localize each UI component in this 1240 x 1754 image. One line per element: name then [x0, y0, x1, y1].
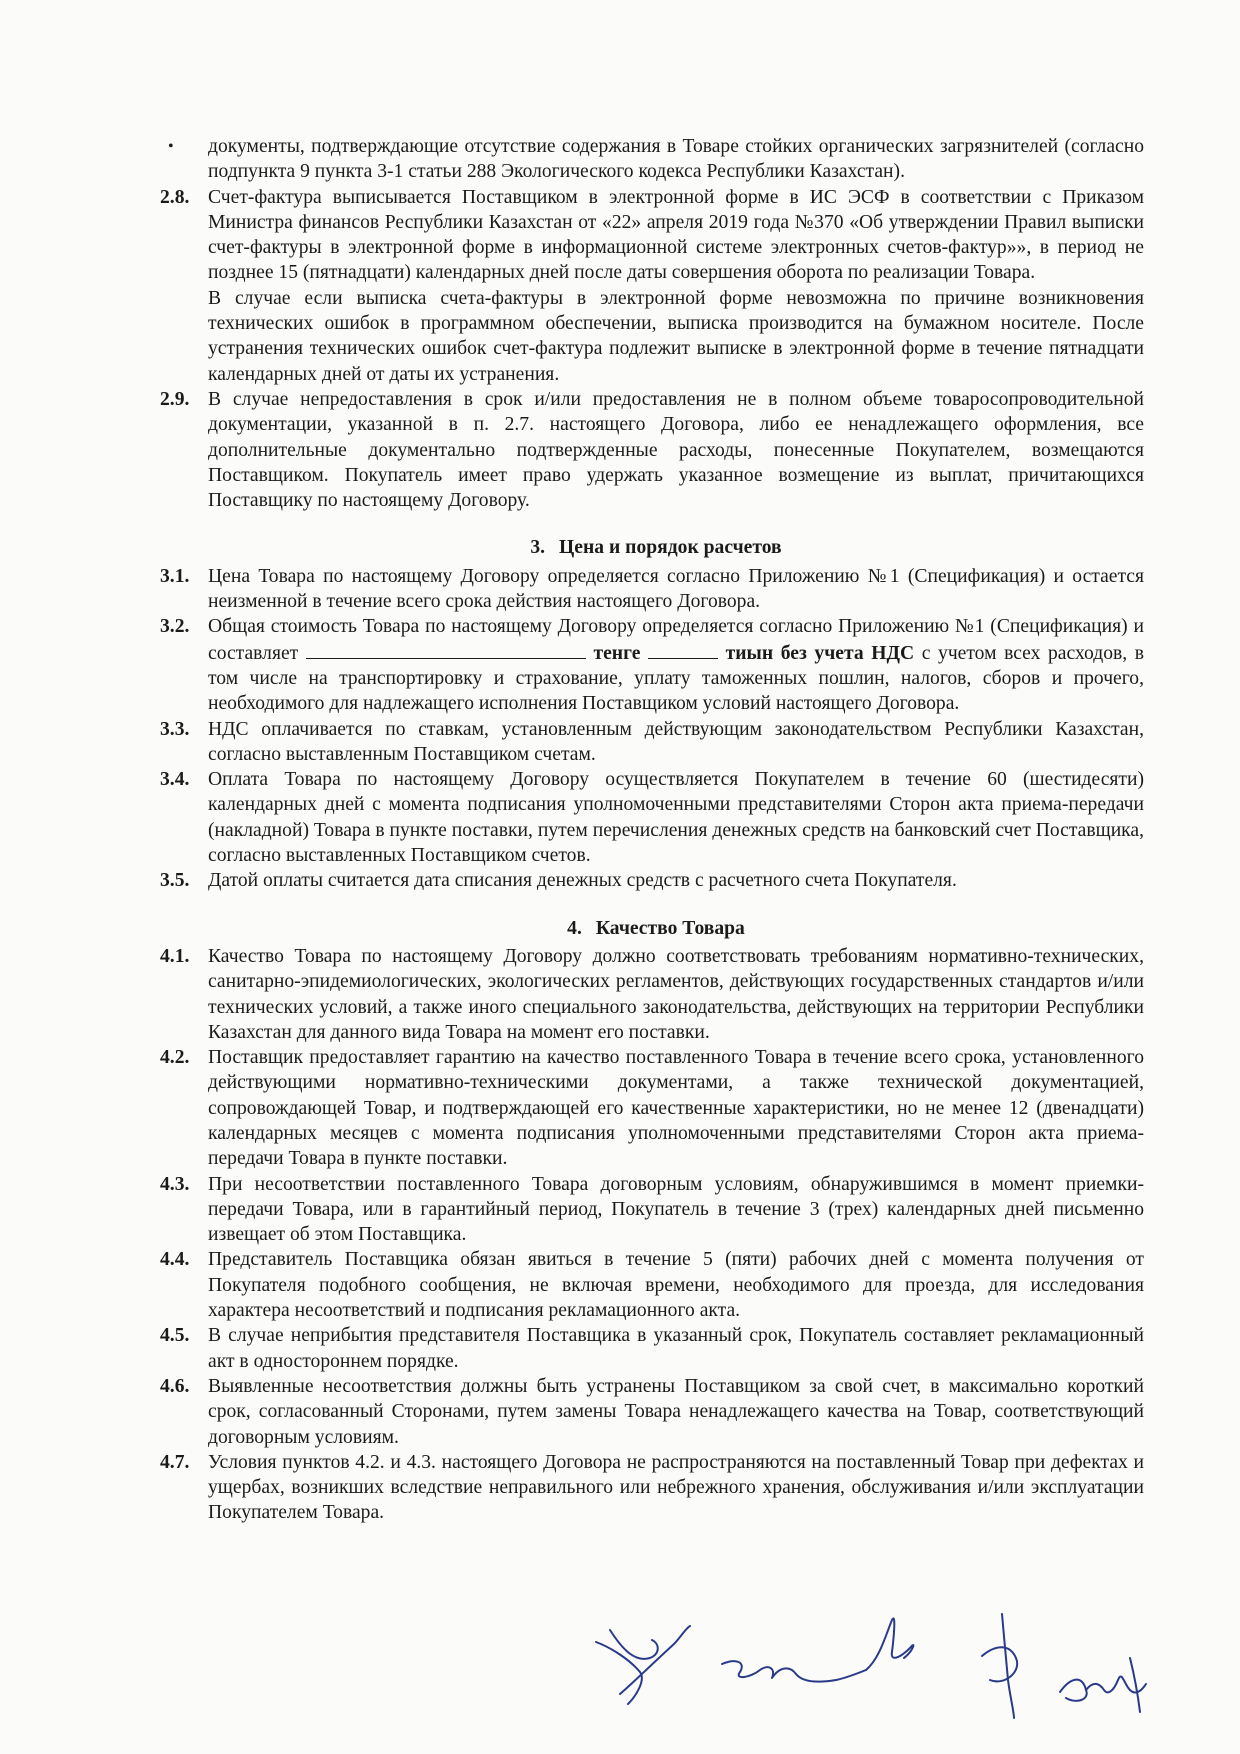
bullet-list-item [168, 134, 1144, 185]
clause-number: 3.2. [160, 616, 190, 638]
clause-3-5 [160, 868, 1144, 893]
clause-number: 3.4. [160, 769, 190, 791]
bullet-text: документы, подтверждающие отсутствие содержания в Товаре стойких органических загрязнителей (согласно подпункта 9 пункта 3-1 статьи 288 Экологического кодекса Республики Казахстан). [208, 136, 1144, 183]
clause-4-6 [160, 1374, 1144, 1450]
clause-number: 4.3. [160, 1173, 190, 1195]
signature-1 [596, 1626, 690, 1704]
clause-4-7 [160, 1450, 1144, 1526]
section-3-heading [168, 535, 1144, 560]
clause-number: 4.2. [160, 1047, 190, 1069]
clause-text: Датой оплаты считается дата списания денежных средств с расчетного счета Покупателя. [208, 870, 957, 892]
clause-4-1 [160, 944, 1144, 1045]
section-number: 4. [567, 917, 582, 939]
clause-3-1 [160, 564, 1144, 615]
clause-4-3 [160, 1172, 1144, 1248]
clause-2-8 [160, 185, 1144, 286]
clause-number: 4.7. [160, 1451, 190, 1473]
clause-number: 3.3. [160, 718, 190, 740]
clause-text: Оплата Товара по настоящему Договору осуществляется Покупателем в течение 60 (шестидесяти) календарных дней с момента подписания уполномоченными представителями Сторон акта приема-передачи (накладной) Товара в пункте поставки, путем перечисления денежных средств на банковский счет Поставщика, согласно выставленных Поставщиком счетов. [208, 769, 1144, 867]
clause-text: Качество Товара по настоящему Договору должно соответствовать требованиям нормативно-технических, санитарно-эпидемиологических, экологических регламентов, действующих государственных стандартов и/или технических условий, а также иного специального законодательства, действующих на территории Республики Казахстан для данного вида Товара на момент его поставки. [208, 945, 1144, 1043]
section-4-heading [168, 916, 1144, 941]
clause-text: с учетом всех расходов, в том числе на транспортировку и страхование, уплату таможенных пошлин, налогов, сборов и прочего, необходимого для надлежащего исполнения Поставщиком условий настоящего Договора. [208, 642, 1144, 715]
clause-text: Цена Товара по настоящему Договору определяется согласно Приложению №1 (Спецификация) и остается неизменной в течение всего срока действия настоящего Договора. [208, 565, 1144, 613]
clause-text: При несоответствии поставленного Товара договорным условиям, обнаружившимся в момент приемки-передачи Товара, или в гарантийный период, Покупатель в течение 3 (трех) календарных дней письменно извещает об этом Поставщика. [208, 1173, 1144, 1246]
section-title: Цена и порядок расчетов [559, 537, 782, 559]
signature-2 [722, 1618, 913, 1681]
clause-text: НДС оплачивается по ставкам, установленным действующим законодательством Республики Казахстан, согласно выставленным Поставщиком счетам. [208, 718, 1144, 765]
clause-text: В случае неприбытия представителя Поставщика в указанный срок, Покупатель составляет рекламационный акт в одностороннем порядке. [208, 1325, 1144, 1372]
section-number: 3. [530, 537, 546, 559]
clause-text: Представитель Поставщика обязан явиться в течение 5 (пяти) рабочих дней с момента получения от Покупателя подобного сообщения, не включая времени, необходимого для проезда, для исследования характера несоответствий и подписания рекламационного акта. [208, 1249, 1144, 1322]
bullet-marker: • [168, 138, 174, 155]
signatures-area [590, 1600, 1170, 1720]
clause-3-2 [160, 614, 1144, 716]
signature-3 [982, 1614, 1017, 1718]
clause-text: Выявленные несоответствия должны быть устранены Поставщиком за свой счет, в максимально короткий срок, согласованный Сторонами, путем замены Товара ненадлежащего качества на Товар, соответствующий договорным условиям. [208, 1375, 1144, 1448]
clause-number: 4.5. [160, 1325, 190, 1347]
clause-text: Поставщик предоставляет гарантию на качество поставленного Товара в течение всего срока, установленного действующими нормативно-техническими документами, а также технической документацией, сопровождающей Товар, и подтверждающей его качественные характеристики, но не менее 12 (двенадцати) календарных месяцев с момента подписания уполномоченными представителями Сторон акта приема-передачи Товара в пункте поставки. [208, 1047, 1144, 1170]
clause-2-8-continuation [168, 286, 1144, 387]
tiyn-label: тиын без учета НДС [725, 642, 915, 664]
clause-number: 3.5. [160, 870, 190, 892]
amount-blank-field[interactable] [306, 640, 586, 659]
initials-mark [1060, 1658, 1146, 1712]
clause-number: 4.1. [160, 945, 190, 967]
clause-number: 4.6. [160, 1375, 190, 1397]
clause-number: 2.9. [160, 388, 190, 410]
section-title: Качество Товара [595, 917, 745, 939]
clause-text: Условия пунктов 4.2. и 4.3. настоящего Договора не распространяются на поставленный Товар при дефектах и ущербах, возникших вследствие неправильного или небрежного хранения, обслуживания и/или эксплуатации Покупателем Товара. [208, 1451, 1144, 1524]
clause-4-4 [160, 1247, 1144, 1323]
clause-2-9 [160, 387, 1144, 513]
document-body [160, 134, 1144, 1526]
clause-number: 3.1. [160, 565, 190, 587]
clause-3-4 [160, 767, 1144, 868]
clause-text: Счет-фактура выписывается Поставщиком в электронной форме в ИС ЭСФ в соответствии с Приказом Министра финансов Республики Казахстан от «22» апреля 2019 года №370 «Об утверждении Правил выписки счет-фактуры в электронной форме в информационной системе электронных счетов-фактур»», в период не позднее 15 (пятнадцати) календарных дней после даты совершения оборота по реализации Товара. [208, 186, 1144, 284]
currency-label: тенге [593, 642, 641, 664]
clause-text: Общая стоимость Товара по настоящему Договору определяется согласно Приложению №1 (Спецификация) и составляет [208, 616, 1144, 664]
clause-text: В случае непредоставления в срок и/или предоставления не в полном объеме товаросопроводительной документации, указанной в п. 2.7. настоящего Договора, либо ее ненадлежащего оформления, все дополнительные документально подтвержденные расходы, понесенные Покупателем, возмещаются Поставщиком. Покупатель имеет право удержать указанное возмещение из выплат, причитающихся Поставщику по настоящему Договору. [208, 388, 1144, 512]
tiyn-blank-field[interactable] [648, 640, 718, 659]
clause-3-3 [160, 717, 1144, 768]
clause-number: 2.8. [160, 186, 190, 208]
clause-number: 4.4. [160, 1249, 190, 1271]
clause-4-2 [160, 1045, 1144, 1171]
clause-4-5 [160, 1323, 1144, 1374]
clause-text: В случае если выписка счета-фактуры в электронной форме невозможна по причине возникновения технических ошибок в программном обеспечении, выписка производится на бумажном носителе. После устранения технических ошибок счет-фактура подлежит выписке в электронной форме в течение пятнадцати календарных дней от даты их устранения. [208, 287, 1144, 385]
